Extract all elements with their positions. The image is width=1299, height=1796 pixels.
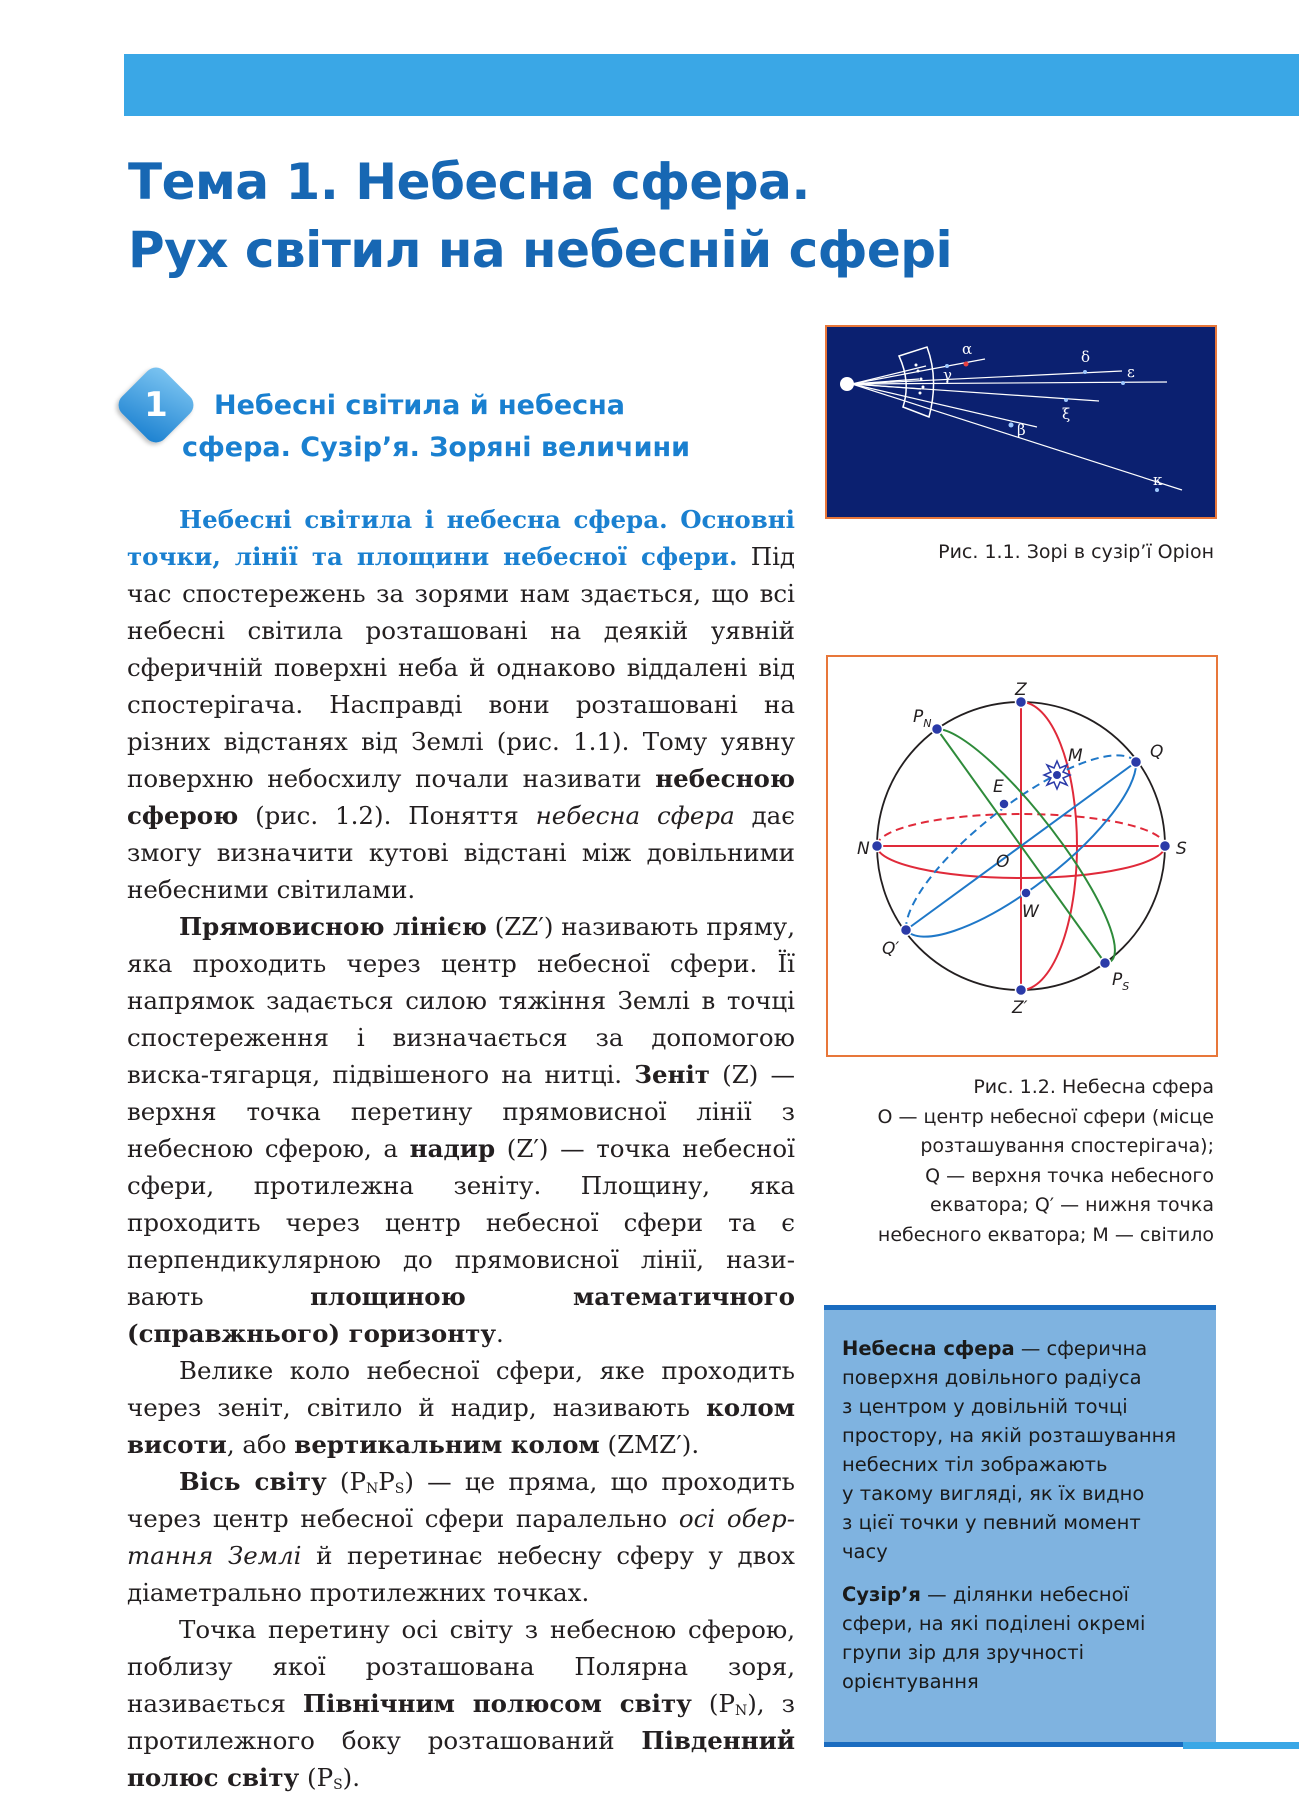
text-span: (ZZ′) називають пряму, яка проходить через центр небесної сфери. Її напрямок задається силою тяжіння Землі в точці спостереження і визначається за допомогою виска-тягарця, підвішеного на нитці. bbox=[127, 912, 795, 1089]
definitions-box bbox=[824, 1305, 1216, 1747]
text-span: Точка перетину осі світу з небесною сферою, поблизу якої розташована Полярна зоря, називається bbox=[127, 1615, 795, 1718]
label-pn bbox=[913, 707, 932, 730]
def-text: — сферична bbox=[1014, 1337, 1148, 1360]
caption-line: екватора; Q′ — нижня точка bbox=[929, 1194, 1214, 1216]
def-line: у такому вигляді, як їх видно bbox=[842, 1482, 1145, 1505]
label-s: S bbox=[1176, 839, 1187, 859]
text-span: P bbox=[378, 1467, 395, 1496]
term-world-axis: Вісь світу bbox=[179, 1467, 327, 1496]
star-epsilon bbox=[1121, 381, 1125, 385]
celestial-sphere-diagram bbox=[828, 657, 1216, 1055]
section-heading bbox=[182, 385, 742, 469]
paragraph-3 bbox=[127, 1352, 795, 1463]
term-horizon-plane: площиною математичного (справжнього) горизонту bbox=[127, 1282, 795, 1348]
term-plumb-line: Прямовисною лінією bbox=[179, 912, 487, 941]
text-span: ), з протилежного боку розташований bbox=[127, 1689, 795, 1755]
text-span: ). bbox=[342, 1763, 361, 1792]
def-line: часу bbox=[842, 1540, 888, 1563]
point-south bbox=[1160, 841, 1171, 852]
label-e: E bbox=[993, 777, 1004, 797]
term-nadir: надир bbox=[409, 1134, 496, 1163]
text-span: (P bbox=[299, 1763, 334, 1792]
def-line bbox=[842, 1580, 1206, 1609]
figure-2-caption bbox=[800, 1073, 1214, 1250]
text-span: (Z) — верхня точка перетину прямовисної лінії з небесною сферою, а bbox=[127, 1060, 795, 1163]
italic-term: осі обертання Землі bbox=[127, 1504, 795, 1570]
def-line bbox=[842, 1334, 1206, 1363]
label-o: O bbox=[996, 852, 1010, 872]
star-label-beta: β bbox=[1017, 421, 1026, 439]
def-line: небесних тіл зображають bbox=[842, 1453, 1108, 1476]
text-span: (P bbox=[691, 1689, 735, 1718]
star-delta bbox=[1083, 370, 1087, 374]
star-xi bbox=[1064, 398, 1068, 402]
subheading-inline: Небесні світила і небесна сфера. Основні точки, лінії та площини небесної сфери. bbox=[127, 505, 795, 571]
text-span: й перетинає небесну сферу у двох діаметрально протилежних точках. bbox=[127, 1541, 796, 1607]
orion-diagram bbox=[827, 327, 1215, 517]
star-beta bbox=[1009, 423, 1014, 428]
term-celestial-sphere: небесною сферою bbox=[127, 764, 795, 830]
point-east bbox=[999, 799, 1009, 809]
italic-term: небесна сфера bbox=[535, 801, 735, 830]
label-ps bbox=[1112, 970, 1129, 993]
subscript: N bbox=[365, 1481, 379, 1497]
section-heading-line-2: сфера. Сузір’я. Зоряні величини bbox=[182, 432, 691, 463]
star-alpha bbox=[964, 362, 969, 367]
text-span: (P bbox=[326, 1467, 366, 1496]
point-north-pole bbox=[932, 724, 943, 735]
def-line: поверхня довільного радіуса bbox=[842, 1366, 1142, 1389]
caption-line: Q — верхня точка небесного bbox=[925, 1164, 1214, 1187]
def-text: — ділянки небесної bbox=[920, 1583, 1129, 1606]
paragraph-5 bbox=[127, 1611, 795, 1796]
page-title bbox=[128, 148, 1028, 284]
point-south-pole bbox=[1100, 958, 1111, 969]
point-q bbox=[1131, 757, 1142, 768]
star-label-kappa: κ bbox=[1153, 471, 1163, 489]
def-line: орієнтування bbox=[842, 1670, 979, 1693]
star-label-xi: ξ bbox=[1062, 405, 1071, 423]
title-line-1: Тема 1. Небесна сфера. bbox=[128, 153, 810, 211]
point-north bbox=[872, 841, 883, 852]
caption-line: розташування спостерігача); bbox=[920, 1135, 1214, 1157]
caption-line: O — центр небесної сфери (місце bbox=[877, 1105, 1214, 1128]
star-m-icon bbox=[1044, 761, 1070, 789]
footer-bar bbox=[1183, 1742, 1299, 1749]
text-span: дає змогу визначити кутові відстані між довільними небесними світилами. bbox=[127, 801, 795, 904]
subscript: S bbox=[333, 1777, 343, 1793]
label-q: Q bbox=[1150, 742, 1164, 762]
term-vertical-circle: вертикальним колом bbox=[294, 1430, 600, 1459]
term-zenith: Зеніт bbox=[634, 1060, 710, 1089]
text-span: . bbox=[496, 1319, 504, 1348]
text-span: (рис. 1.2). Поняття bbox=[238, 801, 536, 830]
text-span: Велике коло небесної сфери, яке проходить через зеніт, світило й надир, називають bbox=[127, 1356, 795, 1422]
label-z-prime: Z′ bbox=[1012, 998, 1028, 1018]
text-span: ) — це пряма, що проходить через центр небесної сфери паралельно bbox=[127, 1467, 795, 1533]
label-pn-sub: N bbox=[923, 717, 932, 730]
text-span: (ZMZ′). bbox=[599, 1430, 700, 1459]
section-heading-line-1: Небесні світила й небесна bbox=[214, 390, 626, 421]
label-pn-main: P bbox=[913, 707, 924, 727]
figure-orion bbox=[825, 325, 1217, 519]
star-label-gamma: γ bbox=[943, 366, 952, 384]
paragraph-4 bbox=[127, 1463, 795, 1611]
title-line-2: Рух світил на небесній сфері bbox=[128, 221, 953, 279]
label-ps-sub: S bbox=[1122, 980, 1130, 993]
star-label-alpha: α bbox=[962, 340, 973, 358]
definitions-content bbox=[842, 1320, 1206, 1710]
point-west bbox=[1021, 888, 1031, 898]
figure-1-caption: Рис. 1.1. Зорі в сузір’ї Оріон bbox=[938, 541, 1214, 563]
star-label-epsilon: ε bbox=[1127, 363, 1135, 381]
observer-eye bbox=[840, 377, 854, 391]
point-nadir bbox=[1016, 985, 1027, 996]
header-bar bbox=[124, 54, 1299, 116]
label-ps-main: P bbox=[1112, 970, 1123, 990]
term-altitude-circle: колом висоти bbox=[127, 1393, 795, 1459]
paragraph-2 bbox=[127, 908, 795, 1352]
paragraph-1 bbox=[127, 501, 795, 908]
subscript: S bbox=[394, 1481, 405, 1497]
section-number: 1 bbox=[144, 385, 168, 425]
label-w: W bbox=[1022, 902, 1039, 922]
point-q-prime bbox=[901, 925, 912, 936]
def-term: Сузір’я bbox=[842, 1583, 921, 1606]
main-text bbox=[127, 501, 795, 1796]
caption-line: небесного екватора; M — світило bbox=[877, 1223, 1214, 1246]
label-z: Z bbox=[1015, 680, 1027, 700]
term-south-pole: Південний полюс світу bbox=[127, 1726, 795, 1792]
term-north-pole: Північним полюсом світу bbox=[302, 1689, 692, 1718]
caption-line: Рис. 1.2. Небесна сфера bbox=[973, 1076, 1214, 1098]
label-q-prime: Q′ bbox=[882, 939, 900, 959]
def-line: простору, на якій розташування bbox=[842, 1424, 1177, 1447]
text-span: , або bbox=[226, 1430, 295, 1459]
def-line: сфери, на які поділені окремі bbox=[842, 1612, 1146, 1635]
def-line: групи зір для зручності bbox=[842, 1641, 1085, 1664]
text-span: (Z′) — точка небесної сфери, протилежна зеніту. Площину, яка проходить через центр небесної сфери та є перпендикулярною до прямовисної лінії, називають bbox=[127, 1134, 795, 1311]
label-n: N bbox=[857, 839, 870, 859]
text-span: Під час спостережень за зорями нам здається, що всі небесні світила розташовані на деякій уявній сферичній поверхні неба й однаково віддалені від спостерігача. Насправді вони розташовані на різних відстанях від Землі (рис. 1.1). Тому уявну поверхню небосхилу почали називати bbox=[127, 542, 795, 793]
def-line: з центром у довільній точці bbox=[842, 1395, 1128, 1418]
star-label-delta: δ bbox=[1081, 348, 1091, 366]
figure-celestial-sphere bbox=[826, 655, 1218, 1057]
def-line: з цієї точки у певний момент bbox=[842, 1511, 1141, 1534]
subscript: N bbox=[734, 1703, 748, 1719]
def-term: Небесна сфера bbox=[842, 1337, 1015, 1360]
label-m: M bbox=[1068, 746, 1083, 766]
